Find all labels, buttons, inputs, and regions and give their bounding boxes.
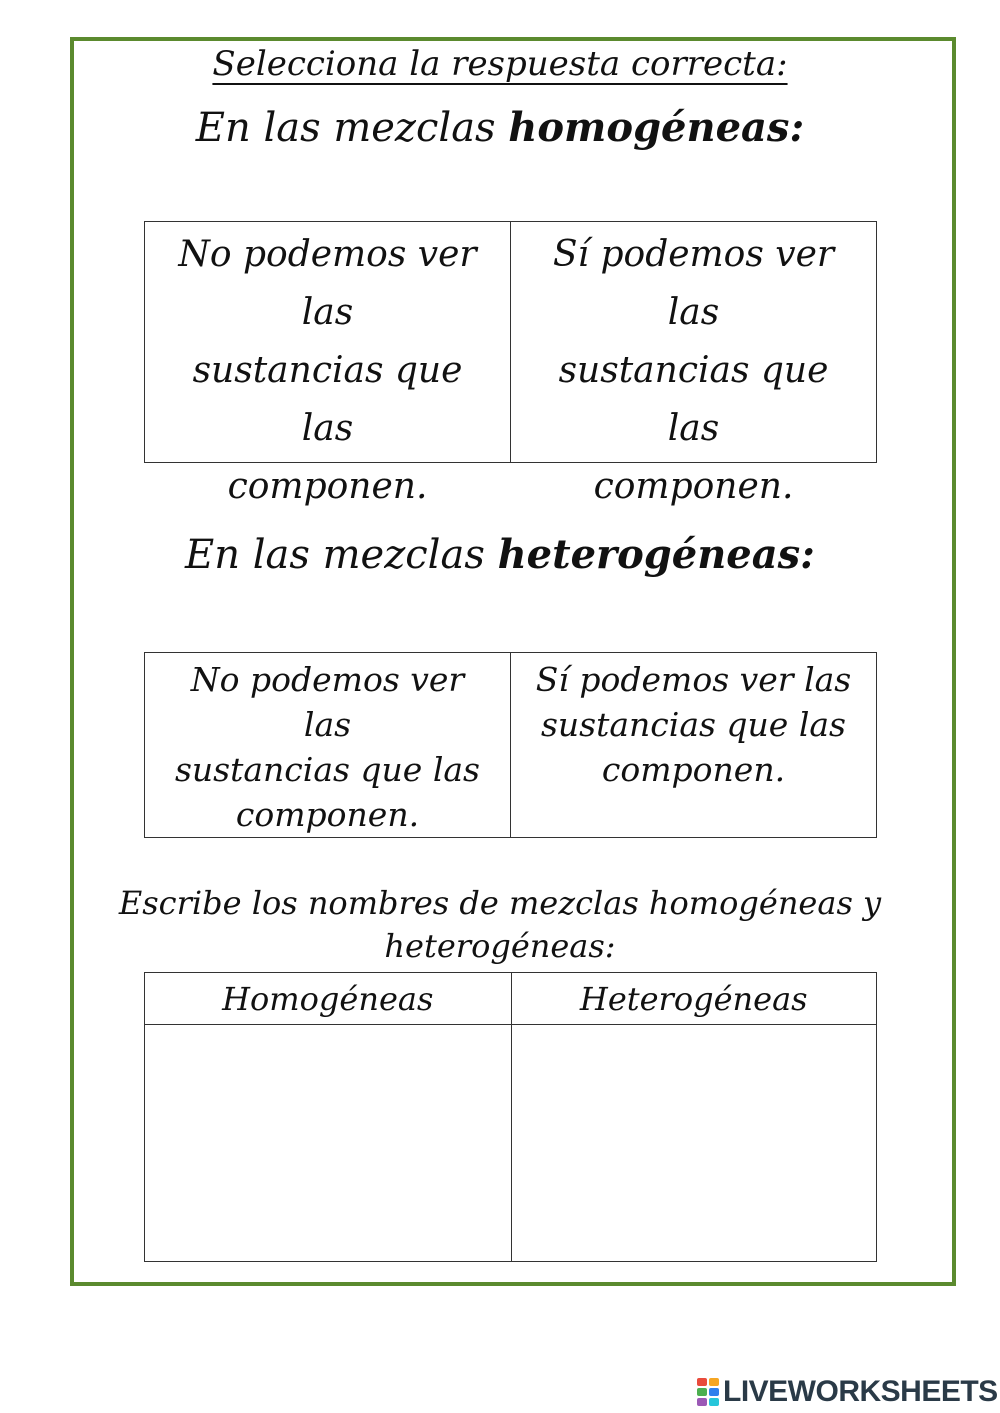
logo-square xyxy=(709,1388,719,1396)
section1-option-no[interactable]: No podemos ver las sustancias que las componen. xyxy=(178,234,477,507)
answer-area-homogeneas[interactable] xyxy=(145,1025,511,1261)
answer-table xyxy=(144,972,877,1262)
page-title xyxy=(0,44,1000,84)
section2-heading-emphasis: heterogéneas: xyxy=(497,531,815,578)
column-header-heterogeneas: Heterogéneas xyxy=(511,973,877,1025)
section1-options xyxy=(144,221,877,507)
section1-heading: En las mezclas homogéneas: xyxy=(195,104,805,151)
logo-square xyxy=(709,1398,719,1406)
section2-option-si[interactable]: Sí podemos ver las sustancias que las componen. xyxy=(510,653,876,837)
section2-option-no[interactable]: No podemos ver las sustancias que las componen. xyxy=(174,660,480,834)
logo-square xyxy=(709,1378,719,1386)
section3-instruction: Escribe los nombres de mezclas homogéneas y heterogéneas: xyxy=(118,884,882,965)
title-text: Selecciona la respuesta correcta: xyxy=(212,44,788,84)
section1-heading-emphasis: homogéneas: xyxy=(508,104,805,151)
logo-mark-icon xyxy=(697,1378,719,1406)
logo-square xyxy=(697,1388,707,1396)
liveworksheets-logo xyxy=(697,1376,998,1408)
logo-square xyxy=(697,1398,707,1406)
section1-option-si[interactable]: Sí podemos ver las sustancias que las componen. xyxy=(510,222,876,462)
section2-options xyxy=(144,652,877,838)
column-header-homogeneas: Homogéneas xyxy=(145,973,511,1025)
answer-area-heterogeneas[interactable] xyxy=(511,1025,877,1261)
logo-text: LIVEWORKSHEETS xyxy=(723,1375,998,1408)
section2-heading: En las mezclas heterogéneas: xyxy=(185,531,815,578)
logo-square xyxy=(697,1378,707,1386)
